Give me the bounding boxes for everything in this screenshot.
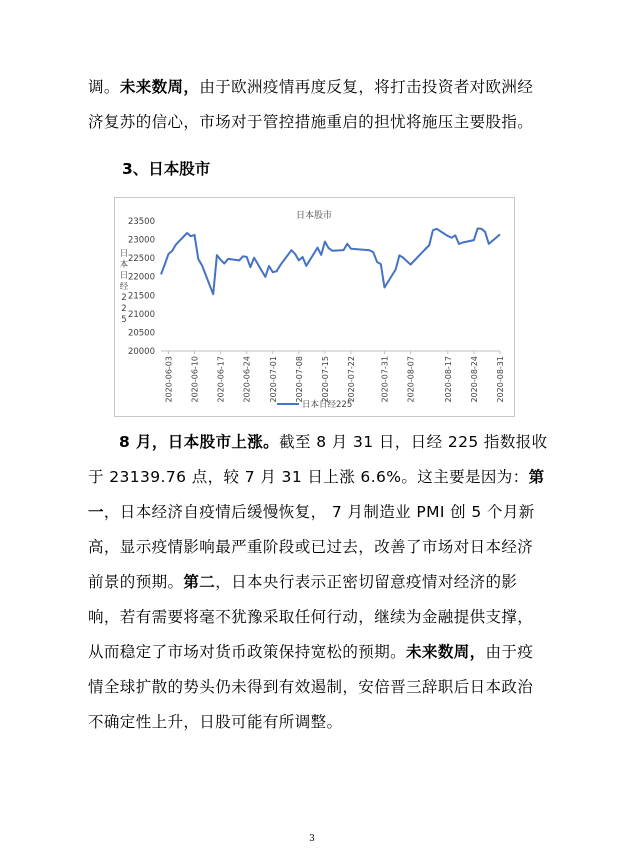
y-tick-label: 22500 [127, 254, 155, 265]
y-tick-label: 21000 [127, 309, 155, 320]
y-axis-label-char: 2 [121, 293, 127, 303]
x-tick-label: 2020-08-07 [406, 356, 416, 403]
x-tick-label: 2020-07-31 [380, 356, 390, 403]
y-axis-label-char: 经 [119, 282, 129, 292]
y-axis-label-char: 本 [119, 260, 129, 270]
y-tick-label: 20500 [127, 328, 155, 339]
y-axis-label-char: 5 [121, 315, 127, 325]
text-segment: 由于欧洲疫情再度反复，将打击投资者对欧洲经济复苏的信心，市场对于管控措施重启的担忧将施压主要股指。 [88, 78, 534, 131]
bold-first: 第一 [88, 468, 545, 521]
y-tick-label: 23000 [127, 235, 155, 246]
x-tick-label: 2020-06-24 [242, 356, 252, 403]
y-tick-label: 20000 [127, 347, 155, 357]
x-tick-label: 2020-07-08 [294, 356, 304, 403]
x-tick-label: 2020-07-22 [346, 356, 356, 403]
legend-label: 日本日经225 [302, 400, 353, 410]
text-segment: 由于疫情全球扩散的势头仍未得到有效遏制，安倍晋三辞职后日本政治不确定性上升，日股可能有所调整。 [88, 643, 534, 731]
x-tick-label: 2020-08-24 [469, 356, 479, 403]
text-segment: 截至 8 月 31 日，日经 225 指数报收于 23139.76 点，较 7 月 31 日上涨 6.6%。这主要是因为： [88, 433, 548, 486]
x-tick-label: 2020-06-03 [164, 356, 174, 403]
x-tick-label: 2020-06-10 [190, 356, 200, 403]
text-segment: ，日本经济自疫情后缓慢恢复， 7 月制造业 PMI 创 5 个月新高，显示疫情影响最严重阶段或已过去，改善了市场对日本经济前景的预期。 [88, 503, 535, 591]
y-axis-label-char: 2 [121, 304, 127, 314]
y-tick-group [128, 217, 155, 357]
paragraph-europe-outlook [88, 70, 548, 140]
series-line-nikkei225 [161, 229, 500, 295]
y-tick-label: 22000 [127, 272, 155, 283]
x-tick-group [164, 351, 505, 403]
x-tick-label: 2020-06-17 [216, 356, 226, 403]
text-segment: ，日本央行表示正密切留意疫情对经济的影响，若有需要将毫不犹豫采取任何行动，继续为金融提供支撑，从而稳定了市场对货币政策保持宽松的预期。 [88, 573, 534, 661]
y-axis-label-char: 日 [119, 249, 129, 259]
y-axis-label-char: 日 [119, 271, 129, 281]
text-segment: 调。 [88, 78, 120, 96]
bold-lead-future-weeks: 未来数周， [119, 78, 200, 96]
x-tick-label: 2020-08-31 [496, 356, 505, 403]
x-tick-label: 2020-07-01 [268, 356, 278, 403]
japan-stock-chart [114, 197, 515, 417]
y-tick-label: 23500 [127, 217, 155, 227]
y-tick-label: 21500 [127, 291, 155, 302]
bold-future-weeks: 未来数周， [406, 643, 486, 661]
x-tick-label: 2020-08-17 [443, 356, 453, 403]
paragraph-japan-market [88, 425, 548, 740]
x-tick-label: 2020-07-15 [320, 356, 330, 403]
bold-second: 第二 [183, 573, 216, 591]
chart-title: 日本股市 [295, 211, 333, 221]
chart-legend [277, 399, 352, 410]
bold-lead-august: 8 月，日本股市上涨。 [119, 433, 280, 451]
section-heading: 3、日本股市 [122, 160, 211, 178]
chart-svg [115, 198, 514, 416]
page-number: 3 [309, 834, 315, 844]
